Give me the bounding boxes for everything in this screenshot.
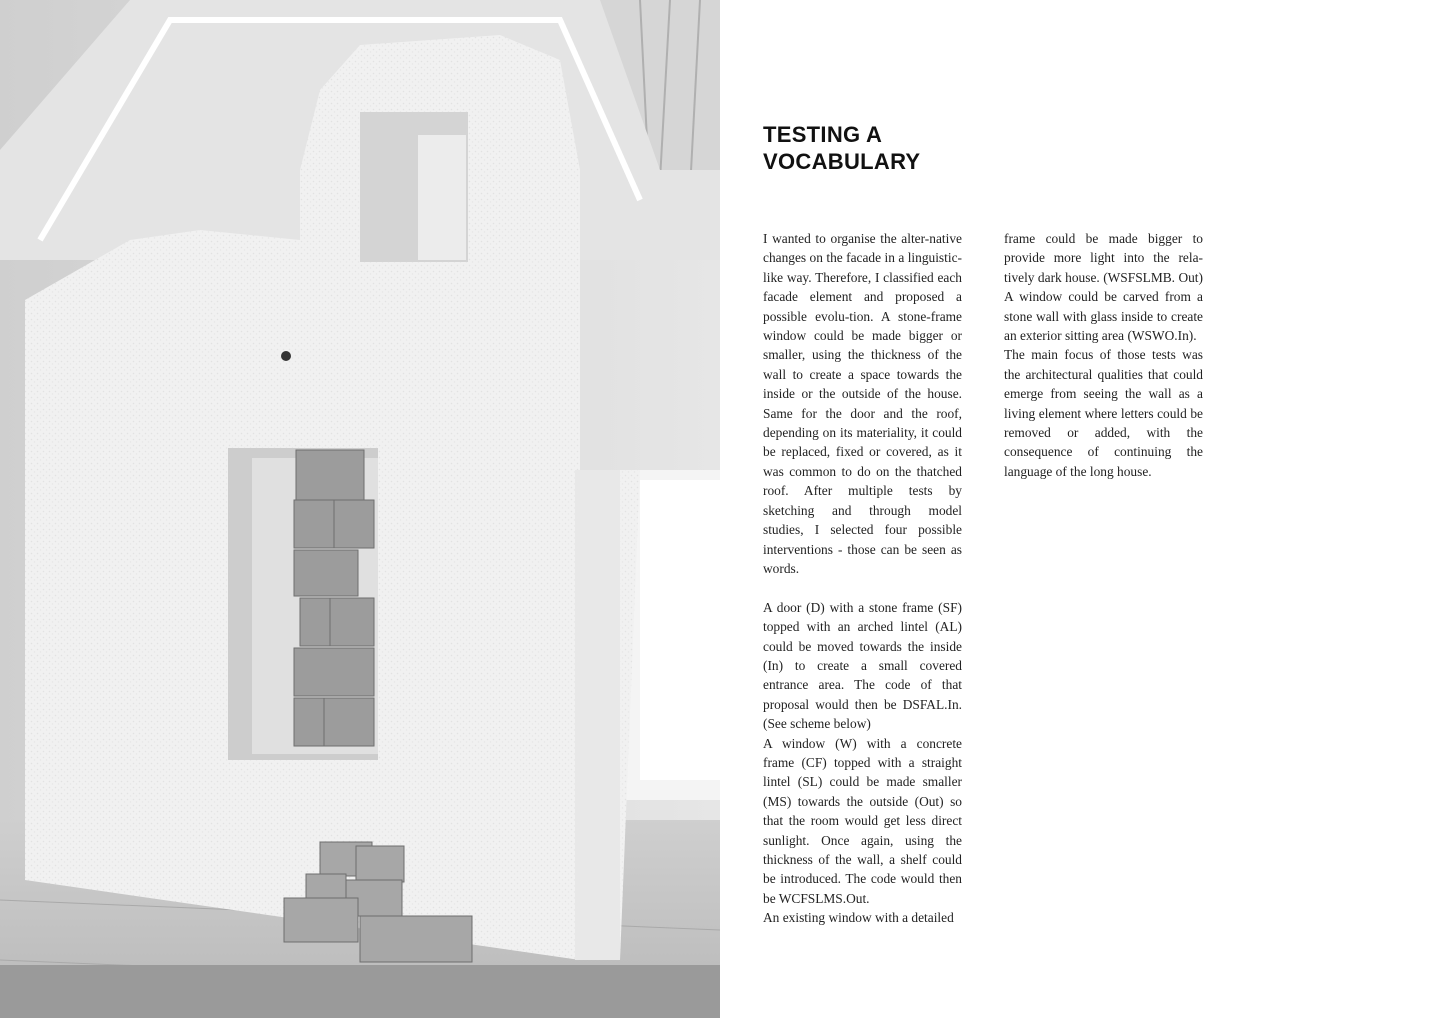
text-column-left bbox=[763, 229, 962, 928]
page-title-line-1: TESTING A bbox=[763, 122, 883, 147]
paragraph: An existing window with a detailed bbox=[763, 910, 954, 926]
paragraph: The main focus of those tests was the architectural qualities that could emerge from seeing the wall as a living element where letters could be removed or added, with the consequence of continuing the language of the long house. bbox=[1004, 347, 1203, 479]
paragraph: A door (D) with a stone frame (SF) topped with an arched lintel (AL) could be moved towards the inside (In) to create a small covered entrance area. The code of that proposal would then be DSFAL.In. (See scheme below) bbox=[763, 599, 962, 732]
paragraph: I wanted to organise the alter-native changes on the facade in a linguistic-like way. Therefore, I classified each facade element and proposed a possible evolu-tion. A stone-frame window could be made bigger or smaller, using the thickness of the wall to create a space towards the inside or the outside of the house. Same for the door and the roof, depending on its materiality, it could be replaced, fixed or covered, as it was common to do on the thatched roof. After multiple tests by sketching and through model studies, I selected four possible interventions - those can be seen as words. bbox=[763, 231, 962, 576]
paragraph: A window (W) with a concrete frame (CF) topped with a straight lintel (SL) could be made smaller (MS) towards the outside (Out) so that the room would get less direct sunlight. Once again, using the thickness of the wall, a shelf could be introduced. The code would then be WCFSLMS.Out. bbox=[763, 735, 962, 906]
text-page bbox=[720, 0, 1439, 1018]
page-title-line-2: VOCABULARY bbox=[763, 149, 921, 174]
text-column-right bbox=[1004, 229, 1203, 481]
page-title bbox=[763, 121, 920, 175]
paragraph: frame could be made bigger to provide more light into the rela-tively dark house. (WSFSLMB. Out) A window could be carved from a stone wall with glass inside to create an exterior sitting area (WSWO.In). bbox=[1004, 231, 1203, 344]
